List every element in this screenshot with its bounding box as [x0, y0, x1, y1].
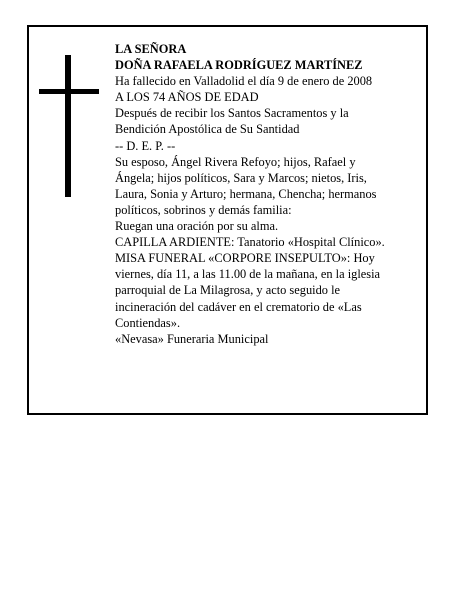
cross-vertical-bar [65, 55, 71, 197]
chapel-line: CAPILLA ARDIENTE: Tanatorio «Hospital Clínico». [115, 235, 385, 250]
funeral-mass-line: MISA FUNERAL «CORPORE INSEPULTO»: Hoy [115, 251, 375, 266]
cross-icon [39, 55, 99, 197]
notice-text [115, 41, 420, 347]
cross-horizontal-bar [39, 89, 99, 94]
obituary-notice [27, 25, 428, 415]
funeral-mass-line: parroquial de La Milagrosa, y acto seguido le [115, 283, 341, 298]
family-line: Laura, Sonia y Arturo; hermana, Chencha; hermanos [115, 186, 377, 201]
family-line: Ángela; hijos políticos, Sara y Marcos; nietos, Iris, [115, 170, 367, 185]
prayer-request-line: Ruegan una oración por su alma. [115, 219, 279, 234]
deceased-name: DOÑA RAFAELA RODRÍGUEZ MARTÍNEZ [115, 58, 363, 73]
notice-heading: LA SEÑORA [115, 42, 187, 56]
funeral-mass-line: incineración del cadáver en el crematorio de «Las [115, 299, 362, 314]
family-line: Su esposo, Ángel Rivera Refoyo; hijos, Rafael y [115, 154, 356, 169]
blessing-line: Bendición Apostólica de Su Santidad [115, 122, 300, 137]
funeral-mass-line: viernes, día 11, a las 11.00 de la mañana, en la iglesia [115, 267, 381, 282]
funeral-mass-line: Contiendas». [115, 315, 181, 330]
rip-line: -- D. E. P. -- [115, 138, 176, 153]
age-line: A LOS 74 AÑOS DE EDAD [115, 90, 259, 105]
family-line: políticos, sobrinos y demás familia: [115, 202, 292, 217]
death-date-line: Ha fallecido en Valladolid el día 9 de enero de 2008 [115, 74, 373, 89]
funeral-home-line: «Nevasa» Funeraria Municipal [115, 331, 269, 346]
sacraments-line: Después de recibir los Santos Sacramentos y la [115, 106, 349, 121]
